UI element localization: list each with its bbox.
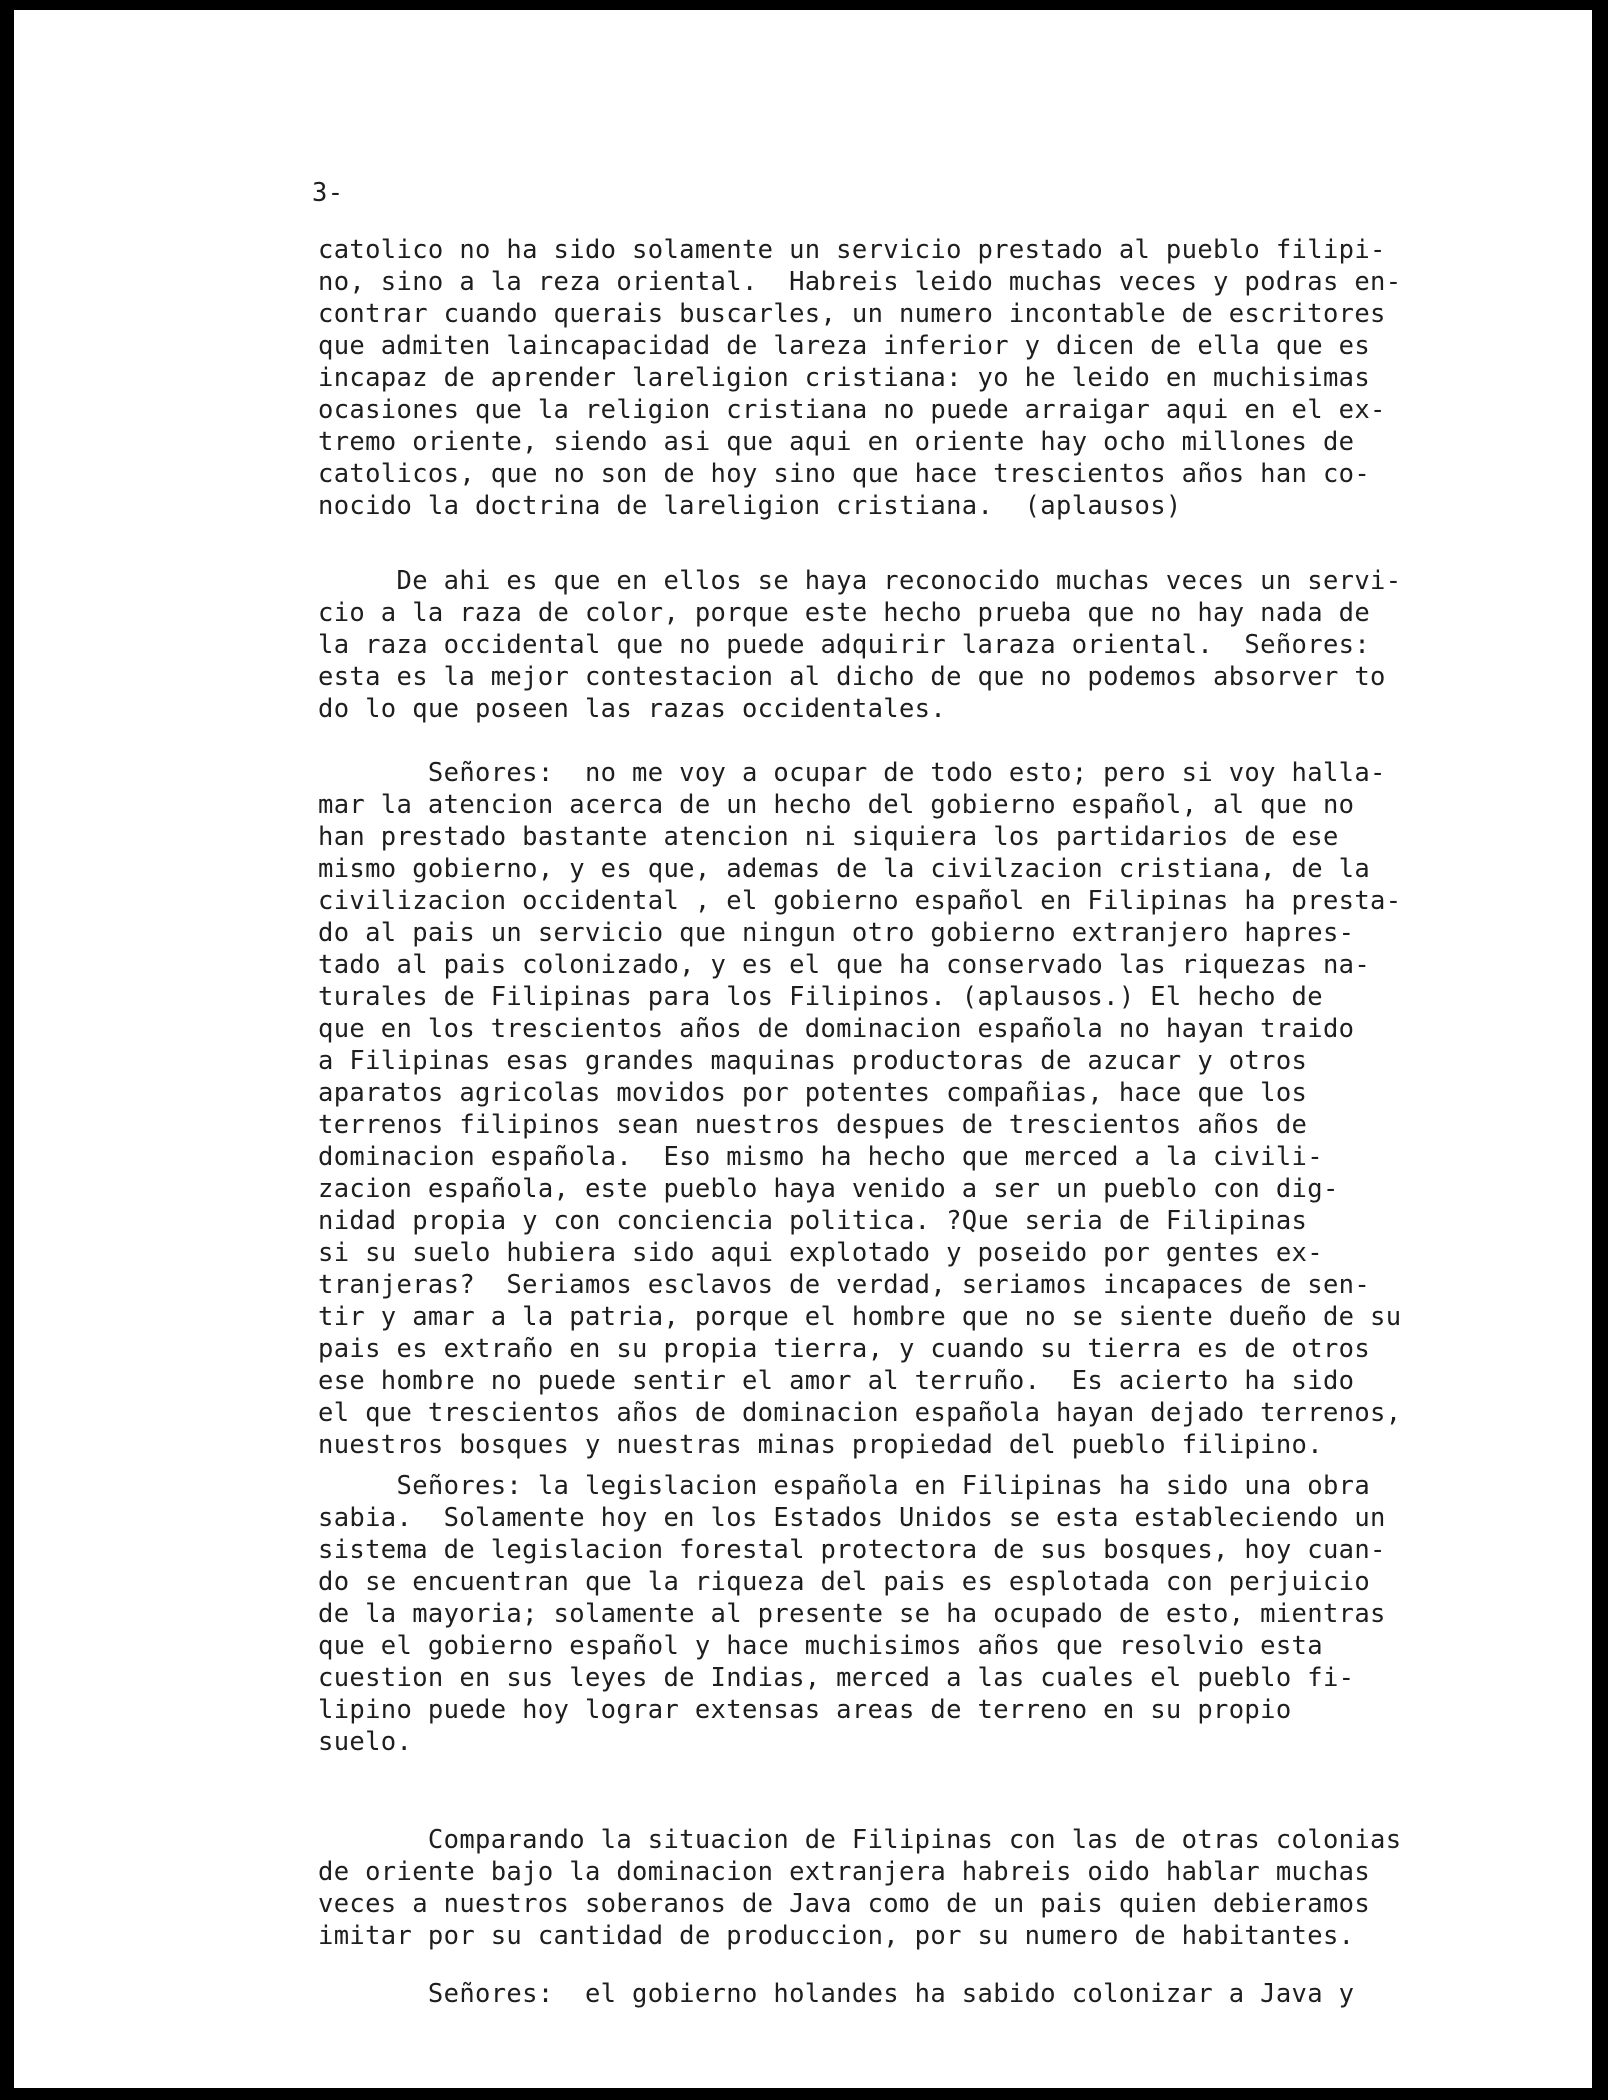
text-line: cio a la raza de color, porque este hecho prueba que no hay nada de [318,598,1371,628]
text-line: la raza occidental que no puede adquirir laraza oriental. Señores: [318,630,1371,660]
text-line: que en los trescientos años de dominacion española no hayan traido [318,1014,1355,1044]
text-line: do lo que poseen las razas occidentales. [318,694,947,724]
text-line: el que trescientos años de dominacion española hayan dejado terrenos, [318,1398,1402,1428]
text-line: han prestado bastante atencion ni siquiera los partidarios de ese [318,822,1339,852]
text-line: ese hombre no puede sentir el amor al terruño. Es acierto ha sido [318,1366,1355,1396]
text-line: tranjeras? Seriamos esclavos de verdad, seriamos incapaces de sen- [318,1270,1371,1300]
paragraph [318,757,1401,1461]
text-line: tremo oriente, siendo asi que aqui en oriente hay ocho millones de [318,427,1355,457]
paragraph [318,1824,1401,1952]
text-line: Comparando la situacion de Filipinas con las de otras colonias [318,1825,1402,1855]
text-line: terrenos filipinos sean nuestros despues de trescientos años de [318,1110,1308,1140]
paragraph [318,565,1401,725]
text-line: catolicos, que no son de hoy sino que hace trescientos años han co- [318,459,1371,489]
text-line: ocasiones que la religion cristiana no puede arraigar aqui en el ex- [318,395,1386,425]
paragraph [318,234,1401,522]
text-line: pais es extraño en su propia tierra, y cuando su tierra es de otros [318,1334,1371,1364]
text-line: cuestion en sus leyes de Indias, merced a las cuales el pueblo fi- [318,1663,1355,1693]
text-line: sabia. Solamente hoy en los Estados Unidos se esta estableciendo un [318,1503,1386,1533]
text-line: turales de Filipinas para los Filipinos. (aplausos.) El hecho de [318,982,1323,1012]
text-line: que admiten laincapacidad de lareza inferior y dicen de ella que es [318,331,1371,361]
text-line: Señores: la legislacion española en Filipinas ha sido una obra [318,1471,1371,1501]
text-line: veces a nuestros soberanos de Java como de un pais quien debieramos [318,1889,1371,1919]
paragraph [318,1470,1386,1758]
text-line: sistema de legislacion forestal protectora de sus bosques, hoy cuan- [318,1535,1386,1565]
text-line: incapaz de aprender lareligion cristiana: yo he leido en muchisimas [318,363,1371,393]
text-line: nocido la doctrina de lareligion cristiana. (aplausos) [318,491,1182,521]
text-line: mismo gobierno, y es que, ademas de la civilzacion cristiana, de la [318,854,1371,884]
text-line: no, sino a la reza oriental. Habreis leido muchas veces y podras en- [318,267,1402,297]
text-line: dominacion española. Eso mismo ha hecho que merced a la civili- [318,1142,1323,1172]
document-page [14,10,1592,2088]
text-line: contrar cuando querais buscarles, un numero incontable de escritores [318,299,1386,329]
text-line: catolico no ha sido solamente un servicio prestado al pueblo filipi- [318,235,1386,265]
text-line: do se encuentran que la riqueza del pais es esplotada con perjuicio [318,1567,1371,1597]
text-line: do al pais un servicio que ningun otro gobierno extranjero hapres- [318,918,1355,948]
text-line: de oriente bajo la dominacion extranjera habreis oido hablar muchas [318,1857,1371,1887]
text-line: nidad propia y con conciencia politica. ?Que seria de Filipinas [318,1206,1308,1236]
text-line: tir y amar a la patria, porque el hombre que no se siente dueño de su [318,1302,1402,1332]
text-line: a Filipinas esas grandes maquinas productoras de azucar y otros [318,1046,1308,1076]
text-line: mar la atencion acerca de un hecho del gobierno español, al que no [318,790,1355,820]
text-line: civilizacion occidental , el gobierno español en Filipinas ha presta- [318,886,1402,916]
text-line: lipino puede hoy lograr extensas areas de terreno en su propio [318,1695,1292,1725]
text-line: nuestros bosques y nuestras minas propiedad del pueblo filipino. [318,1430,1323,1460]
text-line: imitar por su cantidad de produccion, por su numero de habitantes. [318,1921,1355,1951]
text-line: suelo. [318,1727,413,1757]
text-line: que el gobierno español y hace muchisimos años que resolvio esta [318,1631,1323,1661]
text-line: Señores: el gobierno holandes ha sabido colonizar a Java y [318,1979,1355,2009]
text-line: Señores: no me voy a ocupar de todo esto; pero si voy halla- [318,758,1386,788]
text-line: aparatos agricolas movidos por potentes compañias, hace que los [318,1078,1308,1108]
paragraph [318,1978,1354,2010]
text-line: esta es la mejor contestacion al dicho de que no podemos absorver to [318,662,1386,692]
text-line: De ahi es que en ellos se haya reconocido muchas veces un servi- [318,566,1402,596]
text-line: tado al pais colonizado, y es el que ha conservado las riquezas na- [318,950,1371,980]
text-line: de la mayoria; solamente al presente se ha ocupado de esto, mientras [318,1599,1386,1629]
page-number: 3- [312,178,344,208]
text-line: si su suelo hubiera sido aqui explotado y poseido por gentes ex- [318,1238,1323,1268]
text-line: zacion española, este pueblo haya venido a ser un pueblo con dig- [318,1174,1339,1204]
